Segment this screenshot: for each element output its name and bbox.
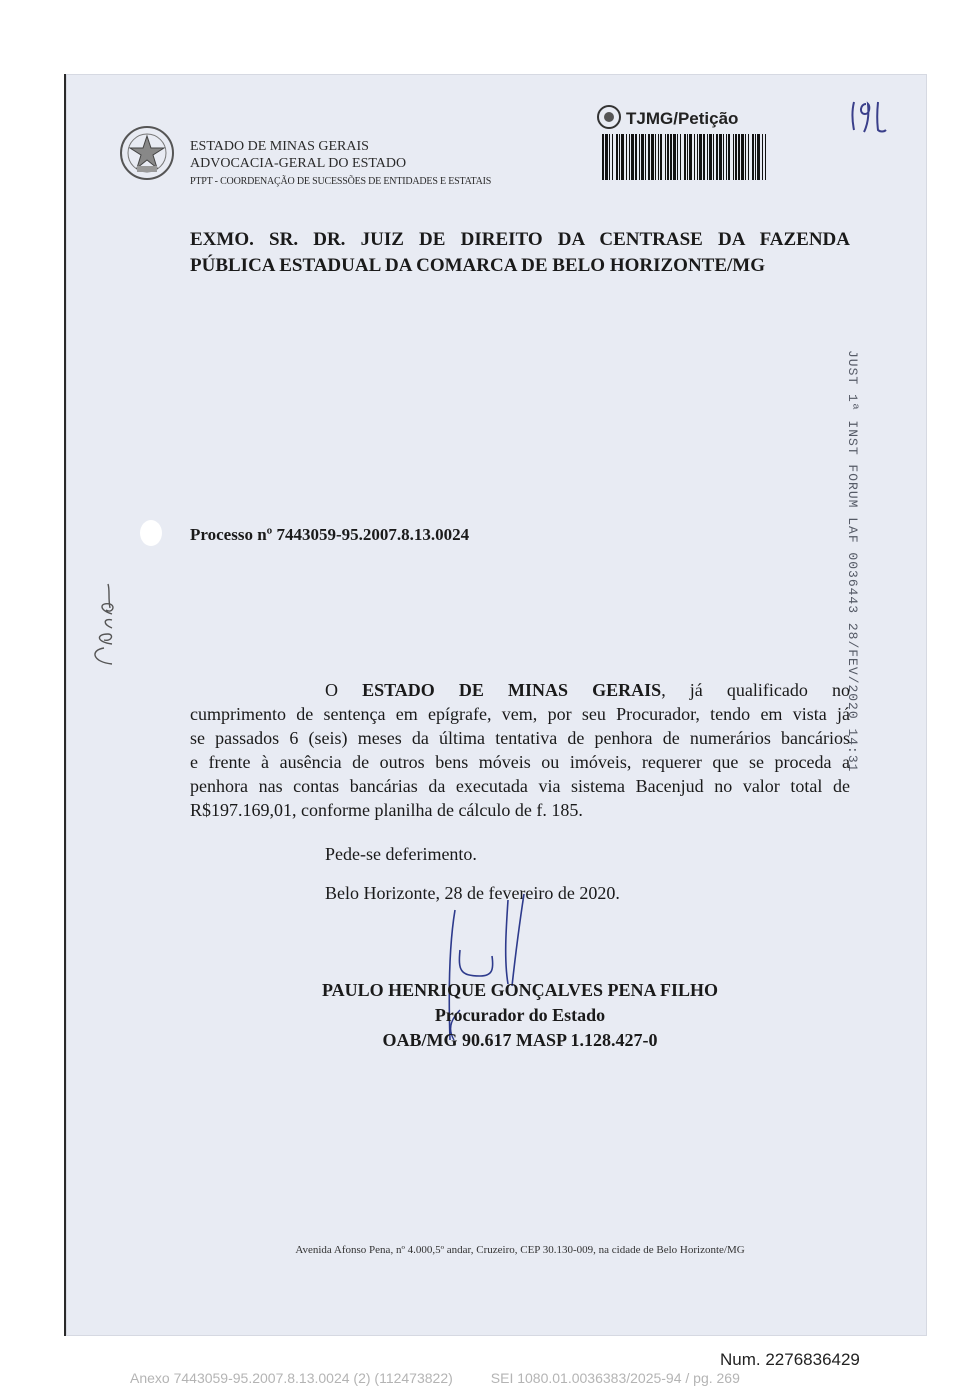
footer-metadata xyxy=(130,1370,778,1386)
barcode-bar xyxy=(631,134,634,180)
barcode-bar xyxy=(670,134,672,180)
body-line-5: penhora nas contas bancárias da executada via sistema Bacenjud no valor total de xyxy=(190,776,850,796)
barcode-bar xyxy=(648,134,650,180)
state-coat-of-arms-icon xyxy=(118,124,176,182)
barcode-bar xyxy=(755,134,756,180)
barcode-bar xyxy=(626,134,627,180)
barcode-bar xyxy=(621,134,624,180)
barcode-bar xyxy=(735,134,737,180)
barcode-bar xyxy=(707,134,708,180)
barcode-bar xyxy=(733,134,734,180)
barcode-bar xyxy=(738,134,740,180)
handwritten-page-number xyxy=(848,96,888,140)
barcode-bar xyxy=(660,134,662,180)
barcode-bar xyxy=(677,134,678,180)
barcode-bar xyxy=(765,134,766,180)
addressee-line-1: EXMO. SR. DR. JUIZ DE DIREITO DA CENTRASE DA FAZENDA xyxy=(190,229,850,250)
footer-address: Avenida Afonso Pena, nº 4.000,5º andar, Cruzeiro, CEP 30.130-009, na cidade de Belo Horizonte/MG xyxy=(295,1244,745,1256)
barcode-bar xyxy=(629,134,630,180)
barcode-bar xyxy=(697,134,698,180)
barcode-bar xyxy=(703,134,705,180)
barcode-bar xyxy=(602,134,604,180)
closing-request: Pede-se deferimento. xyxy=(325,844,477,864)
body-line-2: cumprimento de sentença em epígrafe, vem, por seu Procurador, tendo em vista já xyxy=(190,704,850,724)
barcode-bar xyxy=(726,134,727,180)
barcode-bar xyxy=(694,134,695,180)
barcode-bar xyxy=(728,134,730,180)
body-line-6: R$197.169,01, conforme planilha de cálculo de f. 185. xyxy=(190,800,583,820)
signatory-title: Procurador do Estado xyxy=(434,1005,606,1025)
barcode-bar xyxy=(684,134,686,180)
body-line-1: O ESTADO DE MINAS GERAIS, já qualificado no xyxy=(325,680,850,700)
body-line-3: se passados 6 (seis) meses da última tentativa de penhora de numerários bancários xyxy=(190,728,850,748)
barcode-bar xyxy=(641,134,644,180)
barcode-bar xyxy=(639,134,640,180)
signatory-registration: OAB/MG 90.617 MASP 1.128.427-0 xyxy=(382,1030,658,1050)
signatory-name: PAULO HENRIQUE GONÇALVES PENA FILHO xyxy=(321,980,719,1000)
process-number: Processo nº 7443059-95.2007.8.13.0024 xyxy=(190,525,470,544)
barcode-bar xyxy=(619,134,620,180)
barcode-bar xyxy=(699,134,702,180)
stamp-title: TJMG/Petição xyxy=(626,109,739,128)
handwritten-margin-note xyxy=(82,580,122,670)
barcode-bar xyxy=(655,134,656,180)
addressee-line-2: PÚBLICA ESTADUAL DA COMARCA DE BELO HORIZONTE/MG xyxy=(190,255,766,276)
barcode-bar xyxy=(665,134,666,180)
barcode-bar xyxy=(752,134,754,180)
barcode-bar xyxy=(741,134,744,180)
barcode-bar xyxy=(680,134,681,180)
document-number: Num. 2276836429 xyxy=(720,1350,860,1369)
barcode-bar xyxy=(667,134,669,180)
barcode-icon xyxy=(600,134,770,180)
barcode-bar xyxy=(645,134,646,180)
barcode-bar xyxy=(716,134,718,180)
letterhead-state: ESTADO DE MINAS GERAIS xyxy=(190,139,369,154)
barcode-bar xyxy=(605,134,608,180)
petition-body xyxy=(190,678,850,828)
barcode-bar xyxy=(723,134,724,180)
body-line-4: e frente à ausência de outros bens móveis ou imóveis, requerer que se proceda a xyxy=(190,752,850,772)
protocol-stamp: JUST 1ª INST FORUM LAF 0036443 28/FEV/2020 14:31 xyxy=(845,350,860,773)
court-seal-icon xyxy=(596,104,622,130)
letterhead-agency: ADVOCACIA-GERAL DO ESTADO xyxy=(190,156,407,171)
barcode-bar xyxy=(658,134,659,180)
barcode-bar xyxy=(687,134,688,180)
annex-reference: Anexo 7443059-95.2007.8.13.0024 (2) (112473822) xyxy=(130,1370,453,1386)
barcode-bar xyxy=(757,134,760,180)
ink-blot-icon xyxy=(138,518,164,548)
date-line: Belo Horizonte, 28 de fevereiro de 2020. xyxy=(325,883,620,903)
state-name: ESTADO DE MINAS GERAIS xyxy=(362,680,662,700)
barcode-bar xyxy=(762,134,763,180)
barcode-bar xyxy=(635,134,637,180)
barcode-bar xyxy=(673,134,676,180)
barcode-bar xyxy=(745,134,746,180)
barcode-bar xyxy=(616,134,618,180)
barcode-bar xyxy=(609,134,610,180)
barcode-bar xyxy=(713,134,714,180)
barcode-bar xyxy=(719,134,722,180)
handwritten-signature xyxy=(420,890,570,1050)
barcode-bar xyxy=(709,134,712,180)
barcode-bar xyxy=(612,134,613,180)
letterhead-department: PTPT - COORDENAÇÃO DE SUCESSÕES DE ENTIDADES E ESTATAIS xyxy=(190,176,492,187)
barcode-bar xyxy=(748,134,749,180)
barcode-bar xyxy=(689,134,692,180)
sei-reference: SEI 1080.01.0036383/2025-94 / pg. 269 xyxy=(490,1370,740,1386)
barcode-bar xyxy=(651,134,654,180)
